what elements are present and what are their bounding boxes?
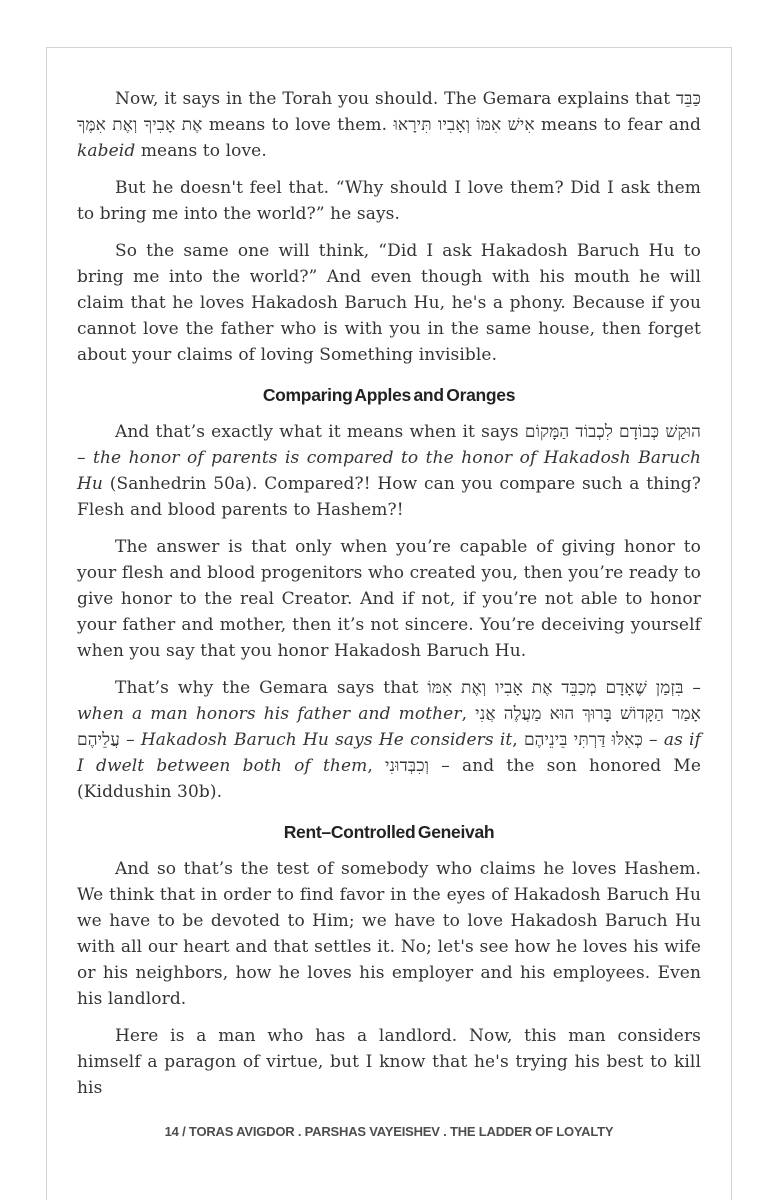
text-run: – and the son honored Me (Kiddushin 30b).: [77, 756, 701, 802]
page-border: [46, 47, 732, 1200]
text-run: means to love them.: [202, 115, 394, 135]
italic-text: the honor of parents is compared to the honor of Hakadosh Baruch Hu: [77, 448, 701, 494]
text-run: –: [119, 730, 141, 750]
italic-text: Hakadosh Baruch Hu says He considers it: [140, 730, 513, 750]
text-run: Here is a man who has a landlord. Now, this man considers himself a paragon of virtue, but I know that he's trying his best to kill his: [77, 1026, 701, 1098]
paragraph: [77, 419, 701, 523]
hebrew-phrase: בִּזְמַן שֶׁאָדָם מְכַבֵּד אֶת אָבִיו וְאֶת אִמּוֹ: [427, 678, 684, 698]
text-run: ,: [461, 704, 476, 724]
article-body: [47, 48, 731, 1101]
paragraph: [77, 534, 701, 664]
text-run: –: [77, 448, 94, 468]
text-run: But he doesn't feel that. “Why should I love them? Did I ask them to bring me into the world?” he says.: [77, 178, 701, 224]
page-footer: 14 / TORAS AVIGDOR . PARSHAS VAYEISHEV . THE LADDER OF LOYALTY: [164, 1124, 614, 1139]
hebrew-phrase: הוּקַשׁ כְּבוֹדָם לִכְבוֹד הַמָּקוֹם: [524, 422, 702, 442]
text-run: And that’s exactly what it means when it says: [115, 422, 525, 442]
paragraph: [77, 675, 701, 805]
paragraph: [77, 856, 701, 1012]
italic-text: as if I dwelt between both of them: [77, 730, 701, 776]
paragraph: [77, 86, 701, 164]
text-run: –: [683, 678, 701, 698]
hebrew-phrase: אָמַר הַקָּדוֹשׁ בָּרוּךְ הוּא מַעֲלֶה אֲנִי עֲלֵיהֶם: [77, 704, 701, 750]
text-run: –: [642, 730, 664, 750]
italic-text: when a man honors his father and mother: [77, 704, 462, 724]
paragraph: [77, 1023, 701, 1101]
text-run: ,: [512, 730, 524, 750]
hebrew-phrase: אִישׁ אִמּוֹ וְאָבִיו תִּירָאוּ: [393, 115, 535, 135]
text-run: (Sanhedrin 50a). Compared?! How can you compare such a thing? Flesh and blood parents to Hashem?!: [77, 474, 701, 520]
hebrew-phrase: כְּאִלּוּ דַּרְתִּי בֵּינֵיהֶם: [523, 730, 643, 750]
section-heading: Comparing Apples and Oranges: [262, 385, 516, 405]
hebrew-phrase: כַּבֵּד אֶת אָבִיךָ וְאֶת אִמֶּךָ: [77, 89, 701, 135]
text-run: And so that’s the test of somebody who claims he loves Hashem. We think that in order to find favor in the eyes of Hakadosh Baruch Hu we have to be devoted to Him; we have to love Hakadosh Baruch Hu with all our heart and that settles it. No; let's see how he loves his wife or his neighbors, how he loves his employer and his employees. Even his landlord.: [77, 859, 701, 1009]
paragraph: [77, 238, 701, 368]
text-run: That’s why the Gemara says that: [115, 678, 428, 698]
text-run: Now, it says in the Torah you should. The Gemara explains that: [115, 89, 677, 109]
italic-text: kabeid: [77, 141, 136, 161]
text-run: So the same one will think, “Did I ask Hakadosh Baruch Hu to bring me into the world?” And even though with his mouth he will claim that he loves Hakadosh Baruch Hu, he's a phony. Because if you cannot love the father who is with you in the same house, then forget about your claims of loving Something invisible.: [77, 241, 701, 365]
section-heading: Rent–Controlled Geneivah: [283, 822, 495, 842]
text-run: means to fear and: [534, 115, 701, 135]
text-run: means to love.: [135, 141, 267, 161]
paragraph: [77, 175, 701, 227]
text-run: The answer is that only when you’re capable of giving honor to your flesh and blood progenitors who created you, then you’re ready to give honor to the real Creator. And if not, if you’re not able to honor your father and mother, then it’s not sincere. You’re deceiving yourself when you say that you honor Hakadosh Baruch Hu.: [77, 537, 701, 661]
hebrew-phrase: וְכִבְּדוּנִי: [384, 756, 430, 776]
text-run: ,: [367, 756, 385, 776]
